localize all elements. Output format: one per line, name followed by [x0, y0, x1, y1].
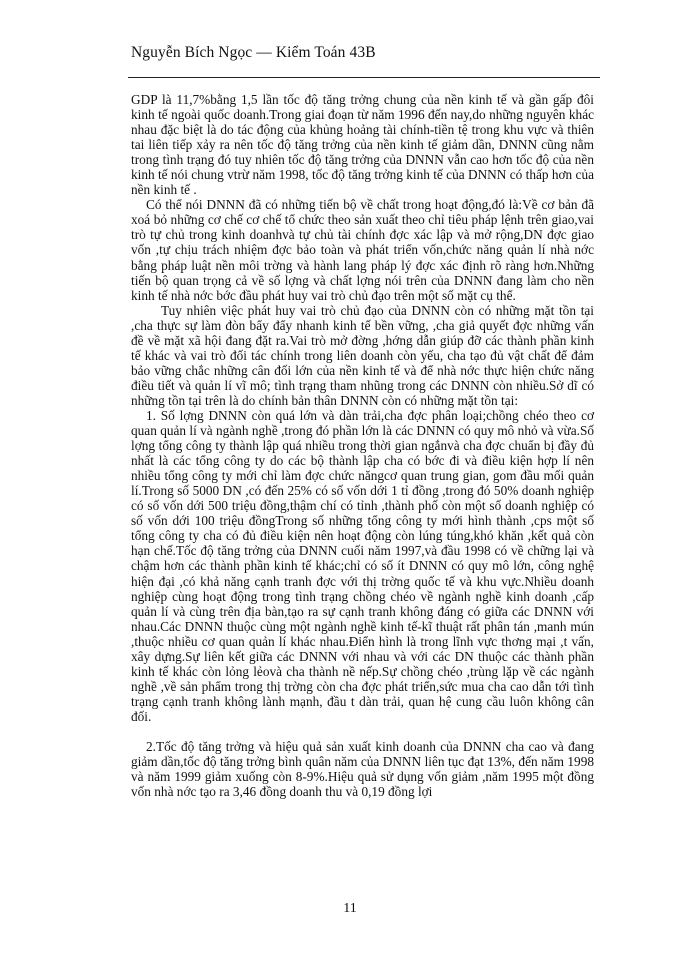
paragraph: Tuy nhiên việc phát huy vai trò chủ đạo của DNNN còn có những mặt tồn tại ,cha thực sự làm đòn bẩy đẩy nhanh kinh tế bền vững, ,cha giả quyết đợc những vấn đề về mặt xã hội đang đặt ra.Vai trò mở đờng ,hớng dẫn giúp đỡ các thành phần kinh tế khác và vai trò đối tác chính trong liên doanh còn yếu, cha tạo đủ vật chất để đảm bảo vững chắc những cân đối lớn của nền kinh tế và để nhà nớc thực hiện chức năng điều tiết và quản lí vĩ mô; tình trạng tham nhũng trong các DNNN còn nhiều.Sở dĩ có những tồn tại trên là do chính bản thân DNNN còn có những mặt tồn tại:	[131, 302, 594, 408]
paragraph: Có thể nói DNNN đã có những tiến bộ về chất trong hoạt động,đó là:Về cơ bản đã xoá bỏ những cơ chế cơ chế tổ chức theo sản xuất theo chỉ tiêu pháp lệnh trên giao,vai trò tự chủ trong kinh doanhvà tự chủ tài chính đợc xác lập và mở rộng,DN đợc giao vốn ,tự chịu trách nhiệm đợc bảo toàn và phát triển vốn,chức năng quản lí nhà nớc bằng pháp luật nền môi trờng và hành lang pháp lý đợc xác định rõ ràng hơn.Những tiến bộ quan trọng cả về số lợng và chất lợng nói trên của DNNN đang làm cho nền kinh tế nhà nớc bớc đầu phát huy vai trò chủ đạo trên một số mặt cụ thể.	[131, 197, 594, 303]
document-body	[131, 92, 594, 799]
paragraph: GDP là 11,7%bằng 1,5 lần tốc độ tăng trởng chung của nền kinh tế và gần gấp đôi kinh tế ngoài quốc doanh.Trong giai đoạn từ năm 1996 đến nay,do những nguyên khác nhau đặc biệt là do tác động của khủng hoảng tài chính-tiền tệ trong khu vực và thiên tai liên tiếp xảy ra nên tốc độ tăng trởng của nền kinh tế giảm dần, DNNN cũng nằm trong tình trạng đó tuy nhiên tốc độ tăng trởng của DNNN vẫn cao hơn tốc độ của nền kinh tế nói chung vtrừ năm 1998, tốc độ tăng trởng kinh tế của DNNN có thấp hơn của nền kinh tế .	[131, 92, 594, 198]
page-number: 11	[343, 901, 357, 916]
paragraph: 2.Tốc độ tăng trởng và hiệu quả sản xuất kinh doanh của DNNN cha cao và đang giảm dần,tốc độ tăng trởng bình quân năm của DNNN liên tục đạt 13%, đến năm 1998 và năm 1999 giảm xuống còn 8-9%.Hiệu quả sử dụng vốn giảm ,năm 1995 một đồng vốn nhà nớc tạo ra 3,46 đồng doanh thu và 0,19 đồng lợi	[131, 738, 594, 800]
page-header-title: Nguyễn Bích Ngọc — Kiểm Toán 43B	[131, 44, 376, 61]
header-divider	[128, 77, 600, 78]
paragraph: 1. Số lợng DNNN còn quá lớn và dàn trải,cha đợc phân loại;chồng chéo theo cơ quan quản lí và ngành nghề ,trong đó phần lớn là các DNNN có quy mô nhỏ và vừa.Số lợng tổng công ty thành lập quá nhiều trong thời gian ngắnvà cha đợc chuẩn bị đầy đủ nhất là các tổng công ty do các bộ thành lập cha có bớc đi và điều kiện hợp lí nên nhiều tổng công ty mới chỉ làm đợc chức năngcơ quan trung gian, gom đầu mối quản lí.Trong số 5000 DN ,có đến 25% có số vốn dới 1 tỉ đồng ,trong đó 50% doanh nghiệp có số vốn dới 500 triệu đồng,thậm chí có tỉnh ,thành phố còn một số doanh nghiệp có số vốn dới 100 triệu đồngTrong số những tổng công ty mới hình thành ,cps một số tổng công ty cha có đủ điều kiện nên hoạt động còn lúng túng,khó khăn ,kết quả còn hạn chế.Tốc độ tăng trởng của DNNN cuối năm 1997,và đầu 1998 có về chững lại và chậm hơn các thành phần kinh tế khác;chỉ có số ít DNNN có quy mô lớn, công nghệ hiện đại ,có khả năng cạnh tranh đợc với thị trờng quốc tế và khu vực.Nhiều doanh nghiệp cùng hoạt động trong tình trạng chồng chéo về ngành nghề kinh doanh ,cấp quản lí và cùng trên địa bàn,tạo ra sự cạnh tranh không đáng có giữa các DNNN với nhau.Các DNNN thuộc cùng một ngành nghề kinh tế-kĩ thuật rất phân tán ,manh mún ,thuộc nhiều cơ quan quản lí khác nhau.Điển hình là trong lĩnh vực thơng mại ,t vấn, xây dựng.Sự liên kết giữa các DNNN với nhau và với các DN thuộc các thành phần kinh tế khác còn lỏng lẻovà cha thành nề nếp.Sự chồng chéo ,trùng lặp về các ngành nghề ,về sản phẩm trong thị trờng còn cha đợc phát triển,sức mua cha cao dẫn tới tình trạng cạnh tranh không lành mạnh, đầu t dàn trải, quan hệ cung cầu luôn không cân đối.	[131, 407, 594, 724]
